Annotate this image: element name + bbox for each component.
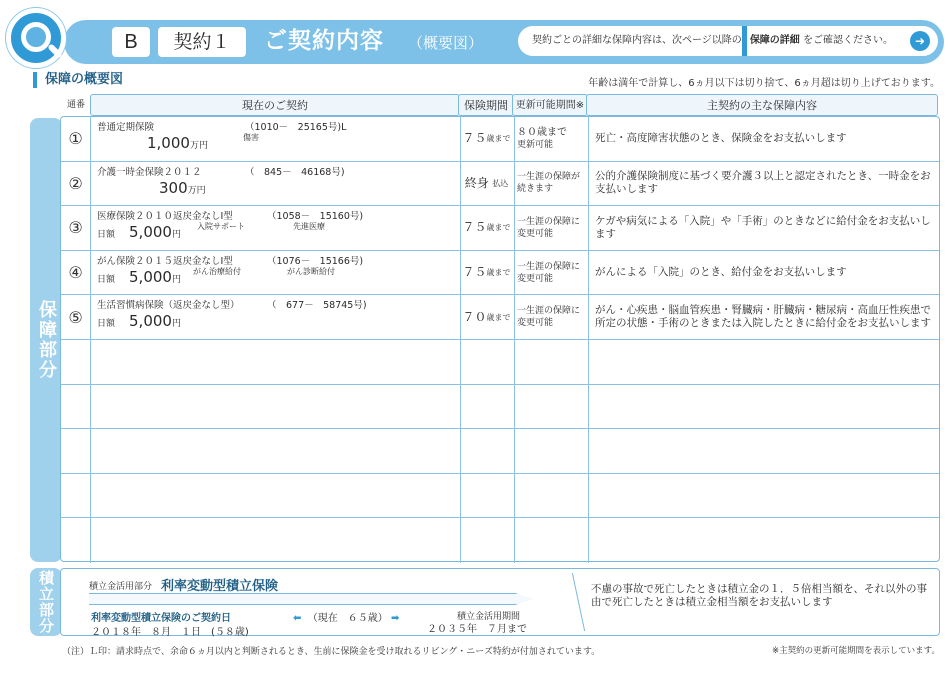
col-period: 保険期間 xyxy=(458,94,514,116)
coverage-grid xyxy=(60,116,940,562)
current-age-text: （現在 ６５歳） xyxy=(307,613,388,624)
row-renewal xyxy=(513,295,589,339)
row-coverage: がん・心疾患・脳血管疾患・腎臓病・肝臓病・糖尿病・高血圧性疾患で所定の状態・手術のときまたは入院したときに給付金をお支払いします xyxy=(595,304,931,330)
period-value: ７５ xyxy=(462,265,487,280)
rider-tag: がん診断給付 xyxy=(287,266,335,276)
page-title: ご契約内容 xyxy=(264,28,384,54)
amount: 5,000 xyxy=(129,312,172,331)
footnote-left: （注）Ｌ印：請求時点で、余命６ヵ月以内と判断されるとき、生前に保険金を受け取れるリビング・ニーズ特約が付加されています。 xyxy=(62,647,601,657)
row-num: ① xyxy=(61,117,91,161)
current-age xyxy=(293,609,399,624)
detail-link[interactable]: 保障の詳細 xyxy=(742,26,800,56)
section-title: 保障の概要図 xyxy=(33,72,123,88)
amount: 1,000 xyxy=(147,134,190,152)
renewal-line1: ８０歳まで xyxy=(517,126,567,138)
col-num: 通番 xyxy=(66,100,85,110)
period-value: 終身 xyxy=(464,175,489,190)
rider-tag: がん治療給付 xyxy=(193,266,241,276)
arrow-left-icon: ⬅ xyxy=(293,613,302,624)
table-row-empty xyxy=(61,340,939,385)
row-renewal xyxy=(513,251,589,295)
row-period xyxy=(459,162,515,206)
table-row xyxy=(61,295,939,340)
row-contract xyxy=(91,117,461,161)
amount-unit: 円 xyxy=(171,274,181,285)
product-code: （ 677－ 58745号) xyxy=(267,300,367,312)
savings-label: 積立金活用部分 xyxy=(89,582,153,592)
side-label-tsumitate-text: 積立部分 xyxy=(37,570,55,634)
savings-period-label: 積立金活用期間 xyxy=(457,612,521,622)
row-period xyxy=(459,117,515,161)
contract-label: 契約１ xyxy=(158,27,246,57)
renewal-line1: 一生涯の保障に xyxy=(517,216,581,227)
section-badge: B xyxy=(112,27,150,57)
rider-tag: 先進医療 xyxy=(293,222,325,232)
side-label-hosho xyxy=(30,118,62,562)
savings-contract-date: ２０１８年 ８月 １日 (５８歳) xyxy=(91,627,249,638)
row-num: ② xyxy=(61,162,91,206)
product-code: （ 845－ 46168号) xyxy=(245,166,345,178)
period-unit: 歳まで xyxy=(486,312,511,322)
row-coverage: ケガや病気による「入院」や「手術」のときなどに給付金をお支払いします xyxy=(595,214,931,240)
col-current-contract: 現在のご契約 xyxy=(90,94,460,116)
renewal-line2: 変更可能 xyxy=(517,228,554,239)
arrow-right-icon: ➡ xyxy=(390,613,400,624)
renewal-line2: 続きます xyxy=(517,184,554,195)
amount-unit: 円 xyxy=(171,319,181,330)
table-row-empty xyxy=(61,385,939,430)
savings-product: 利率変動型積立保険 xyxy=(161,579,279,594)
row-renewal xyxy=(513,162,589,206)
table-row xyxy=(61,206,939,251)
row-contract xyxy=(91,206,461,250)
period-unit: 歳まで xyxy=(486,268,511,278)
row-contract xyxy=(91,295,461,339)
row-contract xyxy=(91,251,461,295)
table-row-empty xyxy=(61,474,939,519)
detail-note-post: をご確認ください。 xyxy=(803,35,893,46)
amount-unit: 万円 xyxy=(189,141,208,151)
product-name: 普通定期保険 xyxy=(97,122,155,133)
divider-chevron xyxy=(553,573,585,631)
row-contract xyxy=(91,162,461,206)
footnote-right: ※主契約の更新可能期間を表示しています。 xyxy=(772,646,940,656)
side-label-tsumitate xyxy=(30,568,62,636)
product-code: （1010－ 25165号)L xyxy=(245,122,347,133)
side-label-hosho-text: 保障部分 xyxy=(36,300,57,380)
amount: 5,000 xyxy=(129,223,172,242)
period-unit: 歳まで xyxy=(486,223,511,233)
arrow-right-circle-icon[interactable]: ➜ xyxy=(910,31,930,51)
renewal-line1: 一生涯の保障が xyxy=(517,172,581,183)
savings-timeline-bar xyxy=(89,593,533,605)
savings-section xyxy=(60,568,940,636)
amount-prefix: 日額 xyxy=(97,274,116,285)
renewal-line1: 一生涯の保障に xyxy=(517,306,581,317)
page-subtitle: （概要図） xyxy=(408,34,484,52)
product-name: 医療保険２０１０返戻金なしⅠ型 xyxy=(97,211,233,223)
period-value: ７５ xyxy=(462,131,487,146)
row-coverage: 公的介護保険制度に基づく要介護３以上と認定されたとき、一時金をお支払いします xyxy=(595,170,931,196)
row-coverage: 死亡・高度障害状態のとき、保険金をお支払いします xyxy=(595,132,847,145)
col-coverage: 主契約の主な保障内容 xyxy=(586,94,938,116)
table-row xyxy=(61,117,939,162)
col-renewal: 更新可能期間※ xyxy=(512,94,588,116)
row-num: ④ xyxy=(61,251,91,295)
row-num: ⑤ xyxy=(61,295,91,339)
rider-tag: 入院サポート xyxy=(197,222,245,232)
renewal-line1: 一生涯の保障に xyxy=(517,261,581,272)
table-row-empty xyxy=(61,429,939,474)
amount-prefix: 日額 xyxy=(97,230,116,241)
detail-note-pre: 契約ごとの詳細な保障内容は、次ページ以降の xyxy=(532,35,742,46)
period-unit: 歳まで xyxy=(486,134,511,144)
row-renewal xyxy=(513,117,589,161)
detail-note[interactable] xyxy=(518,26,938,56)
magnifier-icon xyxy=(6,8,66,68)
row-period xyxy=(459,206,515,250)
table-row xyxy=(61,251,939,296)
age-note: 年齢は満年で計算し、6ヵ月以下は切り捨て、6ヵ月超は切り上げております。 xyxy=(588,78,940,89)
savings-contract-label: 利率変動型積立保険のご契約日 xyxy=(91,613,231,624)
table-row xyxy=(61,162,939,207)
period-value: ７０ xyxy=(462,309,487,324)
rider-tag: 傷害 xyxy=(243,133,259,142)
table-row-empty xyxy=(61,518,939,563)
amount: 5,000 xyxy=(129,267,172,286)
row-renewal xyxy=(513,206,589,250)
amount-prefix: 日額 xyxy=(97,319,116,330)
amount-unit: 円 xyxy=(171,230,181,241)
savings-description: 不慮の事故で死亡したときは積立金の１．５倍相当額を、それ以外の事由で死亡したときは積立金相当額をお支払いします xyxy=(591,583,927,608)
page-header xyxy=(6,8,944,70)
row-coverage: がんによる「入院」のとき、給付金をお支払いします xyxy=(595,266,847,279)
row-period xyxy=(459,295,515,339)
renewal-line2: 更新可能 xyxy=(517,139,554,150)
product-name: がん保険２０１５返戻金なしⅠ型 xyxy=(97,255,233,267)
savings-period-date: ２０３５年 ７月まで xyxy=(427,624,527,635)
row-num: ③ xyxy=(61,206,91,250)
product-code: （1076－ 15166号) xyxy=(267,255,364,267)
amount: 300 xyxy=(159,178,188,197)
renewal-line2: 変更可能 xyxy=(517,273,554,284)
renewal-line2: 変更可能 xyxy=(517,318,554,329)
row-period xyxy=(459,251,515,295)
product-name: 生活習慣病保険（返戻金なし型） xyxy=(97,300,240,312)
product-code: （1058－ 15160号) xyxy=(267,211,364,223)
product-name: 介護一時金保険２０１２ xyxy=(97,166,202,178)
overview-table xyxy=(30,92,942,641)
period-value: ７５ xyxy=(462,220,487,235)
period-unit: 払込 xyxy=(492,178,509,188)
amount-unit: 万円 xyxy=(187,185,206,196)
